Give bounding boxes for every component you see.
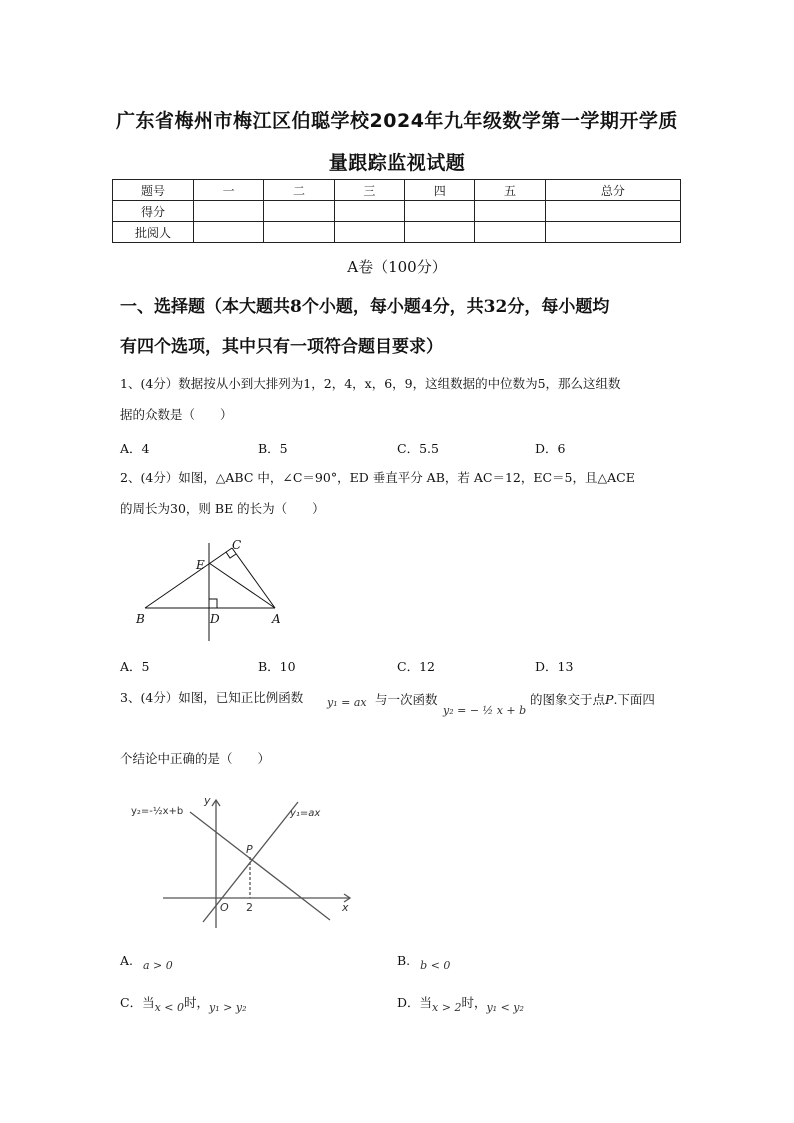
q3-option-c-then: 时， (184, 995, 210, 1010)
reviewer-cell[interactable] (545, 222, 680, 243)
q3-text-d: .下面四 (613, 692, 655, 707)
reviewer-row (113, 222, 681, 243)
q3-option-a[interactable] (120, 953, 173, 972)
right-angle-d (209, 599, 217, 608)
q3-text-c-main: 的图象交于点 (530, 692, 606, 707)
label-b: B (136, 612, 145, 626)
header-cell: 三 (334, 180, 404, 201)
q3-y2-formula: y₂ = − ½ x + b (443, 704, 527, 717)
label-y2: y₂=-½x+b (131, 806, 184, 817)
q3-option-d-cond: x > 2 (432, 1001, 462, 1014)
section1-line1: 一、选择题（本大题共8个小题，每小题4分，共32分，每小题均 (120, 297, 610, 317)
q3-text-b: 与一次函数 (375, 692, 438, 707)
label-d: D (210, 612, 220, 626)
label-o: O (220, 901, 229, 914)
q3-option-b-label: B. (397, 953, 411, 968)
q1-option-a[interactable]: A．4 (120, 441, 150, 456)
score-cell[interactable] (264, 201, 334, 222)
label-c: C (232, 538, 242, 552)
header-cell: 题号 (113, 180, 194, 201)
row-label: 批阅人 (113, 222, 194, 243)
right-angle-c (226, 552, 236, 558)
reviewer-cell[interactable] (194, 222, 264, 243)
q2-line2: 的周长为30，则 BE 的长为（ ） (120, 501, 325, 516)
q3-option-a-label: A. (120, 953, 134, 968)
q3-text-a: 3、(4分）如图，已知正比例函数 (120, 690, 304, 705)
line-bc (145, 548, 232, 608)
label-2: 2 (246, 901, 253, 914)
q3-option-d-then: 时， (461, 995, 487, 1010)
juan-title: A卷（100分） (347, 258, 447, 276)
reviewer-cell[interactable] (334, 222, 404, 243)
q3-option-a-math: a > 0 (143, 959, 173, 972)
q3-y1-formula: y₁ = ax (327, 696, 367, 709)
reviewer-cell[interactable] (405, 222, 475, 243)
line-y2 (190, 812, 330, 920)
q1-line2: 据的众数是（ ） (120, 407, 233, 422)
label-x: x (342, 901, 349, 914)
q3-option-d[interactable] (397, 993, 524, 1014)
q3-option-b-math: b < 0 (420, 959, 451, 972)
q2-option-d[interactable]: D．13 (535, 659, 574, 674)
line-ea (209, 563, 275, 608)
exam-title-line1: 广东省梅州市梅江区伯聪学校2024年九年级数学第一学期开学质 (116, 110, 678, 132)
q2-line1: 2、(4分）如图，△ABC 中，∠C＝90°，ED 垂直平分 AB，若 AC＝12，EC＝5，且△ACE (120, 470, 635, 485)
score-cell[interactable] (545, 201, 680, 222)
q1-option-b[interactable]: B．5 (258, 441, 288, 456)
line-ca (232, 548, 275, 608)
header-cell: 四 (405, 180, 475, 201)
reviewer-cell[interactable] (264, 222, 334, 243)
header-cell: 总分 (545, 180, 680, 201)
q2-option-a[interactable]: A．5 (120, 659, 150, 674)
q3-point: P (605, 692, 614, 707)
q3-line2: 个结论中正确的是（ ） (120, 751, 271, 766)
header-cell: 二 (264, 180, 334, 201)
row-label: 得分 (113, 201, 194, 222)
q3-option-c-res: y₁ > y₂ (209, 1001, 247, 1014)
score-table (112, 179, 681, 243)
header-cell: 一 (194, 180, 264, 201)
label-a: A (272, 612, 281, 626)
label-y: y (204, 794, 211, 807)
label-y1: y₁=ax (290, 808, 321, 819)
score-cell[interactable] (194, 201, 264, 222)
q2-option-c[interactable]: C．12 (397, 659, 435, 674)
q3-option-c[interactable] (120, 993, 247, 1014)
q2-triangle-figure (130, 535, 290, 645)
score-cell[interactable] (334, 201, 404, 222)
q3-option-d-label: D．当 (397, 995, 433, 1010)
reviewer-cell[interactable] (475, 222, 545, 243)
score-cell[interactable] (475, 201, 545, 222)
q3-text-c (530, 690, 655, 708)
q3-option-c-cond: x < 0 (154, 1001, 184, 1014)
section1-line2: 有四个选项，其中只有一项符合题目要求） (120, 337, 443, 357)
q1-line1: 1、(4分）数据按从小到大排列为1，2，4，x，6，9，这组数据的中位数为5，那么这组数 (120, 376, 621, 391)
q3-option-b[interactable] (397, 953, 451, 972)
exam-title-line2: 量跟踪监视试题 (328, 152, 466, 174)
header-cell: 五 (475, 180, 545, 201)
q2-option-b[interactable]: B．10 (258, 659, 296, 674)
q1-option-d[interactable]: D．6 (535, 441, 566, 456)
score-cell[interactable] (405, 201, 475, 222)
q3-option-c-label: C．当 (120, 995, 155, 1010)
score-row (113, 201, 681, 222)
score-header-row (113, 180, 681, 201)
label-e: E (196, 558, 205, 572)
q3-option-d-res: y₁ < y₂ (486, 1001, 524, 1014)
q1-option-c[interactable]: C．5.5 (397, 441, 439, 456)
label-p: P (246, 843, 253, 856)
q3-graph-figure (128, 790, 363, 930)
